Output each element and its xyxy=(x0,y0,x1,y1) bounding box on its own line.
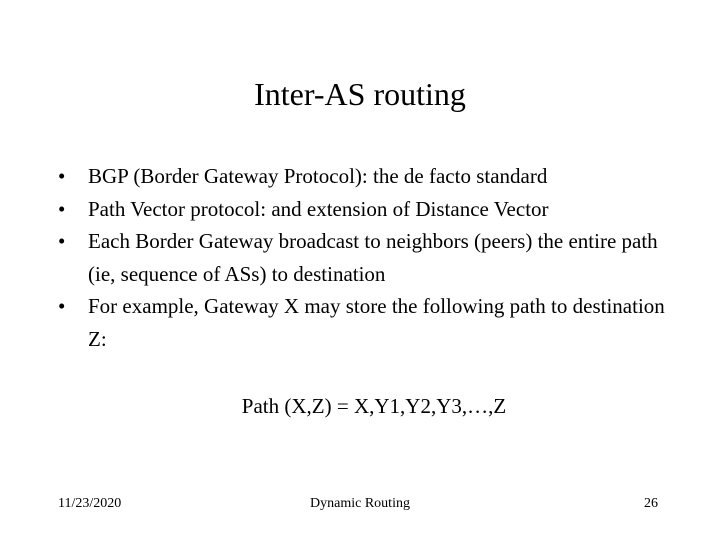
slide-title: Inter-AS routing xyxy=(254,76,466,112)
bullet-item xyxy=(58,225,668,290)
bullet-marker: • xyxy=(58,294,66,318)
bullet-text: For example, Gateway X may store the following path to destination Z: xyxy=(88,294,665,351)
bullet-item xyxy=(58,160,668,193)
bullet-marker: • xyxy=(58,164,66,188)
bullet-text: Each Border Gateway broadcast to neighbors (peers) the entire path (ie, sequence of ASs) to destination xyxy=(88,229,658,286)
bullet-marker: • xyxy=(58,229,66,253)
bullet-item xyxy=(58,193,668,226)
bullet-list xyxy=(58,160,668,355)
footer-page-number: 26 xyxy=(644,496,658,511)
bullet-marker: • xyxy=(58,196,66,221)
bullet-item xyxy=(58,290,668,355)
footer-title: Dynamic Routing xyxy=(310,496,410,511)
bullet-text: Path Vector protocol: and extension of Distance Vector xyxy=(88,196,549,221)
path-example: Path (X,Z) = X,Y1,Y2,Y3,…,Z xyxy=(241,394,507,418)
bullet-text: BGP (Border Gateway Protocol): the de facto standard xyxy=(88,164,548,188)
footer-date: 11/23/2020 xyxy=(58,496,122,511)
